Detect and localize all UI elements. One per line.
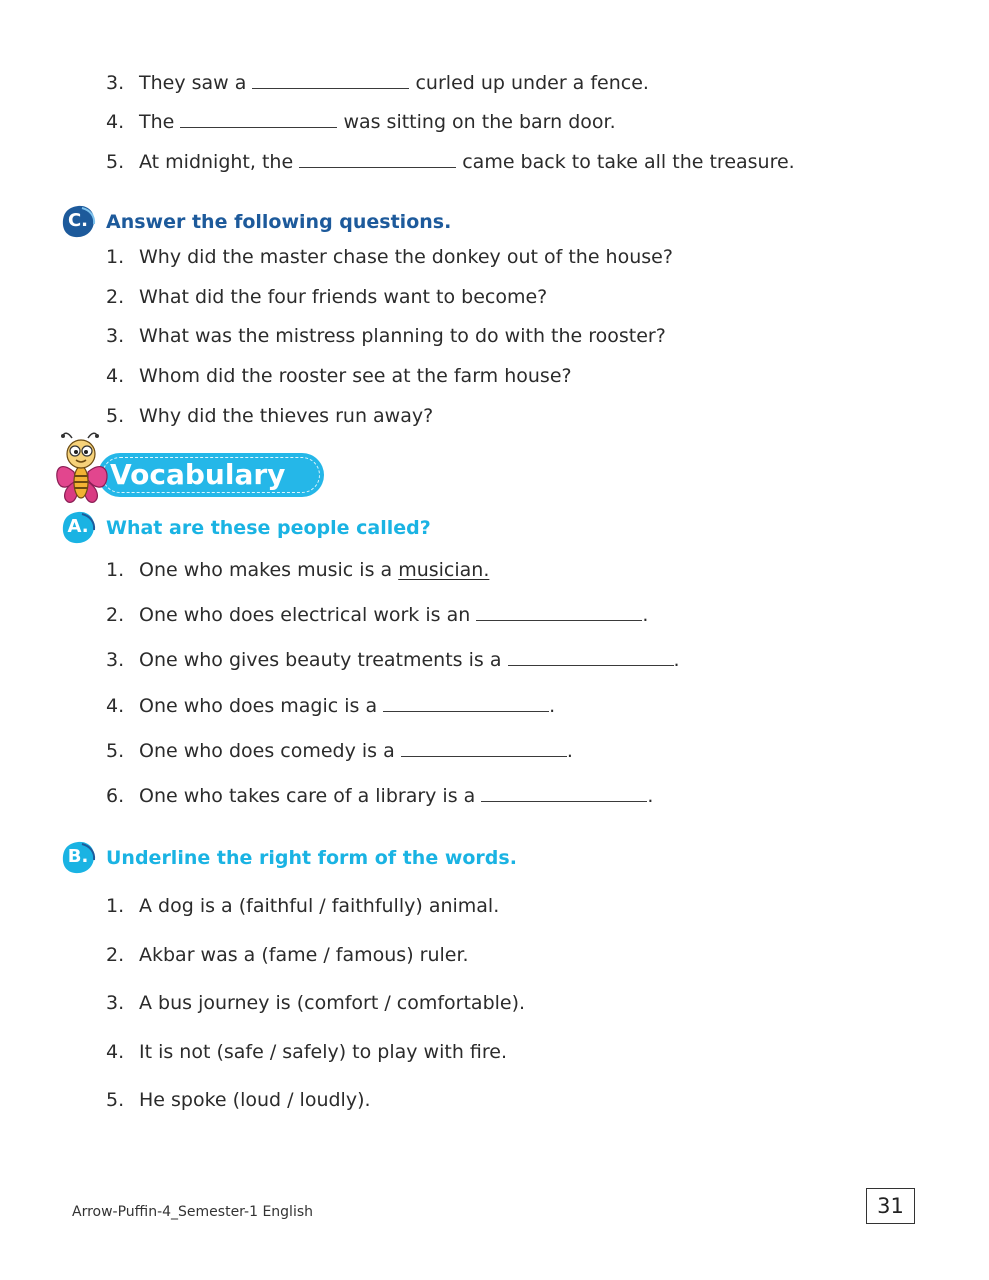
answer-blank[interactable]: [383, 694, 549, 712]
vocab-a-heading: [62, 511, 431, 545]
vocab-a-badge: A.: [62, 511, 98, 545]
question-item: 1. Why did the master chase the donkey out of the house?: [106, 246, 673, 268]
list-item: 3. One who gives beauty treatments is a .: [106, 649, 680, 671]
answer-blank[interactable]: [180, 110, 337, 128]
vocab-b-title: Underline the right form of the words.: [106, 847, 517, 869]
question-item: 5. Why did the thieves run away?: [106, 405, 434, 427]
list-item: 4. It is not (safe / safely) to play with fire.: [106, 1041, 507, 1063]
list-item: 3. A bus journey is (comfort / comfortable).: [106, 992, 526, 1014]
butterfly-icon: [54, 430, 114, 505]
list-item: 2. Akbar was a (fame / famous) ruler.: [106, 944, 469, 966]
question-item: 4. Whom did the rooster see at the farm house?: [106, 365, 572, 387]
list-item: 3. They saw a curled up under a fence.: [106, 72, 649, 94]
answer-blank[interactable]: [401, 739, 567, 757]
list-item: 2. One who does electrical work is an .: [106, 604, 649, 626]
example-answer: musician.: [398, 559, 490, 581]
list-item: 5. At midnight, the came back to take all the treasure.: [106, 151, 795, 173]
vocabulary-title: Vocabulary: [110, 458, 286, 491]
section-c-badge: C.: [62, 205, 98, 239]
section-c-title: Answer the following questions.: [106, 211, 452, 233]
list-item: 4. One who does magic is a .: [106, 695, 556, 717]
vocab-a-title: What are these people called?: [106, 517, 431, 539]
answer-blank[interactable]: [252, 71, 409, 89]
list-item: 1. One who makes music is a musician.: [106, 559, 490, 581]
vocab-b-badge: B.: [62, 841, 98, 875]
list-item: 6. One who takes care of a library is a .: [106, 785, 654, 807]
list-item: 4. The was sitting on the barn door.: [106, 111, 616, 133]
list-item: 5. He spoke (loud / loudly).: [106, 1089, 371, 1111]
answer-blank[interactable]: [476, 603, 642, 621]
answer-blank[interactable]: [508, 648, 674, 666]
list-item: 5. One who does comedy is a .: [106, 740, 573, 762]
section-c-heading: [62, 205, 451, 239]
book-title: Arrow-Puffin-4_Semester-1 English: [72, 1204, 314, 1220]
question-item: 2. What did the four friends want to become?: [106, 286, 548, 308]
vocab-b-heading: [62, 841, 517, 875]
answer-blank[interactable]: [481, 784, 647, 802]
list-item: 1. A dog is a (faithful / faithfully) animal.: [106, 895, 500, 917]
answer-blank[interactable]: [299, 150, 456, 168]
vocabulary-banner: [54, 430, 294, 505]
question-item: 3. What was the mistress planning to do with the rooster?: [106, 325, 666, 347]
page-number: 31: [866, 1188, 915, 1224]
